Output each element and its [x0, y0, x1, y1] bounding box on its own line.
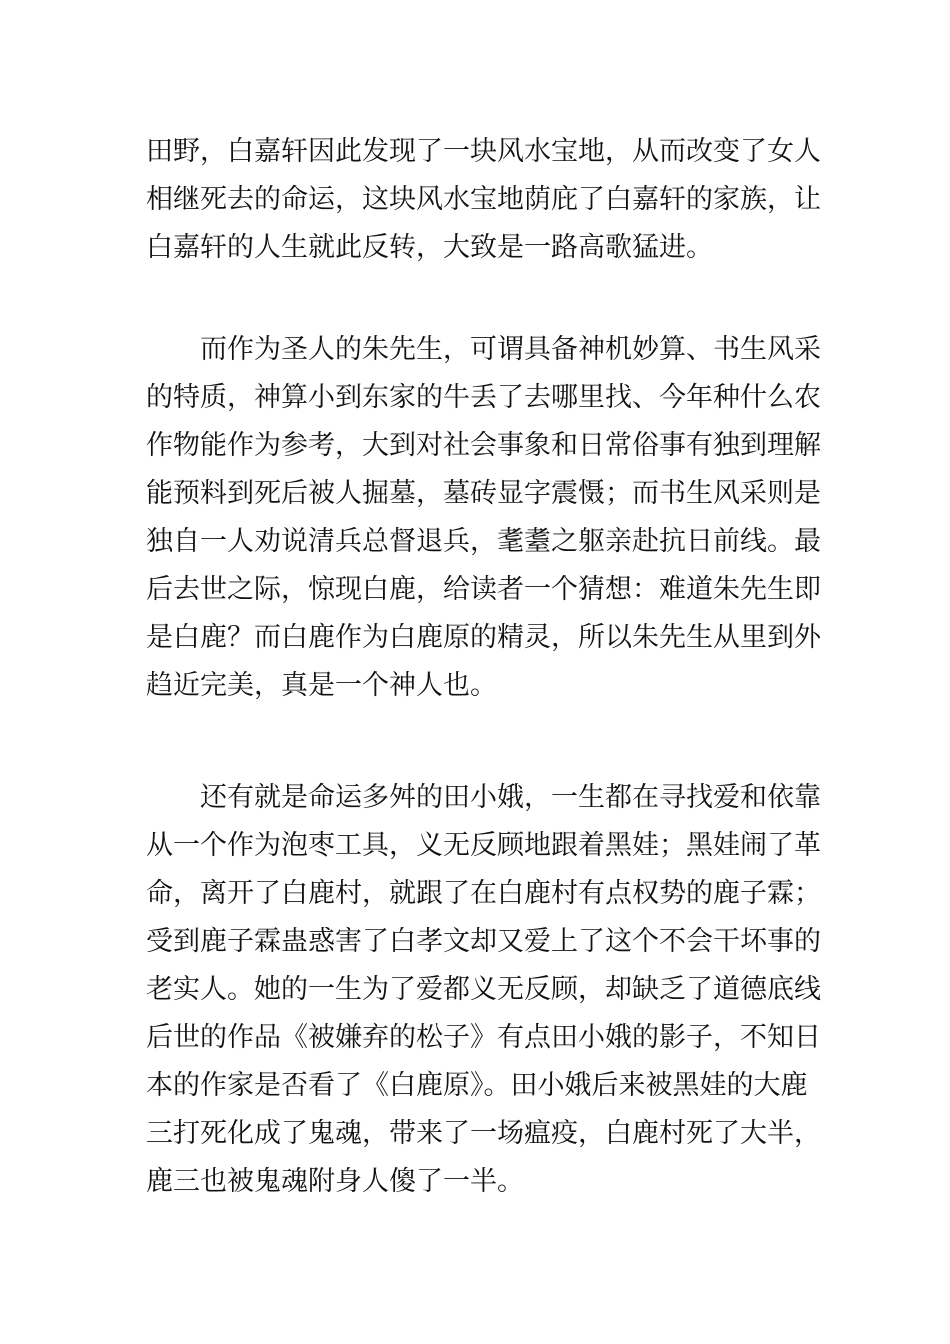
paragraph-3-line-3: 命，离开了白鹿村，就跟了在白鹿村有点权势的鹿子霖；: [146, 878, 821, 909]
paragraph-3-line-7: 本的作家是否看了《白鹿原》。田小娥后来被黑娃的大鹿: [146, 1070, 808, 1101]
paragraph-3-line-1: 还有就是命运多舛的田小娥，一生都在寻找爱和依靠: [200, 782, 821, 813]
paragraph-2-line-5: 独自一人劝说清兵总督退兵，耄耋之躯亲赴抗日前线。最: [146, 526, 821, 557]
paragraph-3-line-5: 老实人。她的一生为了爱都义无反顾，却缺乏了道德底线: [146, 974, 821, 1005]
paragraph-2-line-8: 趋近完美，真是一个神人也。: [146, 670, 497, 701]
paragraph-3-line-4: 受到鹿子霖蛊惑害了白孝文却又爱上了这个不会干坏事的: [146, 926, 821, 957]
paragraph-1-line-1: 田野，白嘉轩因此发现了一块风水宝地，从而改变了女人: [146, 136, 821, 167]
paragraph-2-line-7: 是白鹿？而白鹿作为白鹿原的精灵，所以朱先生从里到外: [146, 622, 821, 653]
paragraph-3-line-8: 三打死化成了鬼魂，带来了一场瘟疫，白鹿村死了大半，: [146, 1118, 821, 1149]
paragraph-2-line-3: 作物能作为参考，大到对社会事象和日常俗事有独到理解: [146, 430, 821, 461]
paragraph-3-line-9: 鹿三也被鬼魂附身人傻了一半。: [146, 1166, 524, 1197]
paragraph-2-line-4: 能预料到死后被人掘墓，墓砖显字震慑；而书生风采则是: [146, 478, 821, 509]
paragraph-2-line-6: 后去世之际，惊现白鹿，给读者一个猜想：难道朱先生即: [146, 574, 821, 605]
paragraph-1-line-2: 相继死去的命运，这块风水宝地荫庇了白嘉轩的家族，让: [146, 184, 821, 215]
paragraph-2-line-2: 的特质，神算小到东家的牛丢了去哪里找、今年种什么农: [146, 382, 821, 413]
paragraph-3-line-6: 后世的作品《被嫌弃的松子》有点田小娥的影子，不知日: [146, 1022, 821, 1053]
paragraph-3-line-2: 从一个作为泡枣工具，义无反顾地跟着黑娃；黑娃闹了革: [146, 830, 821, 861]
paragraph-2-line-1: 而作为圣人的朱先生，可谓具备神机妙算、书生风采: [200, 334, 821, 365]
paragraph-1-line-3: 白嘉轩的人生就此反转，大致是一路高歌猛进。: [146, 232, 713, 263]
